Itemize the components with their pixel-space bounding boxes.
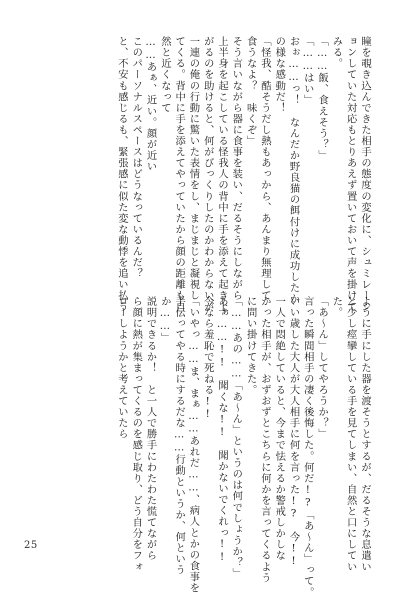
text-column: と、不安も感じるも、緊張感に似た変な動悸を追い払う — [115, 36, 128, 313]
text-column: 一連の俺の行動に驚いた表情をし、まじまじと凝視し — [187, 36, 200, 302]
text-column: 上半身を起こしている怪我人の背中に手を添えて起き上 — [216, 36, 229, 313]
text-column: 「いやっ……ま、まぁ……あれだ……、病人とかの食事を — [187, 296, 200, 594]
text-column: てくる。背中に手を添えてやっていたから顔の距離も自 — [173, 36, 186, 313]
text-column: 一人で悶絶していると、今まで怯えるか警戒しかしな — [273, 296, 286, 562]
text-column: 然と近くなって — [158, 36, 171, 114]
text-column: の様な感動だ！ — [273, 36, 286, 114]
text-column: かった相手が、おずおずとこちらに何かを言ってくるよう — [258, 296, 271, 584]
text-column: あぁ……!! 聞くな!! 聞かないでくれっ!! — [216, 296, 229, 564]
text-column: 言った瞬間相手の凄く後悔した。何だ!?「あ～ん」って。 — [301, 296, 314, 598]
text-column: ローしようかと考えていたら — [115, 296, 128, 440]
page-number: 25 — [24, 540, 38, 551]
text-column: 「……あの……「あ～ん」というのは何でしょうか？」 — [230, 296, 243, 580]
text-column: 今なら羞恥で死ねる!! — [201, 296, 214, 421]
text-column: 「……飯、食えそう？」 — [316, 36, 329, 161]
text-column: か……」 — [158, 296, 171, 344]
text-column: と少し痙攣している手を見てしまい、自然と口にしてい — [344, 296, 357, 573]
text-column: 説明できるか！ と一人で勝手にわたわた慌てながら — [144, 296, 157, 562]
text-column: 食うなよ？ 味くぞ」 — [244, 36, 257, 147]
text-column: ョンしていた対応もとりあえず置いておいて声を掛けて — [344, 36, 357, 313]
top-text-block — [28, 36, 371, 313]
text-column: おぉ……っ！ なんだか野良猫の餌付けに成功したか — [287, 36, 300, 305]
text-column: いい歳した大人が大人相手に何を言った!? 今!! — [287, 296, 300, 568]
text-column: ……あぁ、近い。顔が近い — [144, 36, 157, 172]
text-column: みる。 — [330, 36, 343, 70]
text-column: 「あ～ん」してやろうか？」 — [316, 296, 329, 440]
text-column: このパーソナルスペースはどうなっているんだ？ — [130, 36, 143, 280]
text-column: 瞳を覗き込んできた相手の態度の変化に、シュミレーシ — [359, 36, 371, 313]
text-column: 「怪我、酷そうだし熱もあっから、あんまり無理して — [258, 36, 271, 302]
text-column: に問い掛けてきた。 — [244, 296, 257, 396]
text-column: がるのを助けると、何がびっくりしたのかわからないが — [201, 36, 214, 313]
text-column: 「……はい」 — [301, 36, 314, 106]
text-column: ように手にした器を渡そうとするが、だるそうな息遣い — [359, 296, 371, 573]
text-column: ら顔に熱が集まってくるのを感じ取り、どう自分をフォ — [130, 296, 143, 573]
text-column: た。 — [330, 296, 343, 319]
text-column: そう言いながら器に食事を装い、だるそうにしながら — [230, 36, 243, 302]
text-column: 手伝ってやる時にするだな……行動というか、何という — [173, 296, 186, 576]
